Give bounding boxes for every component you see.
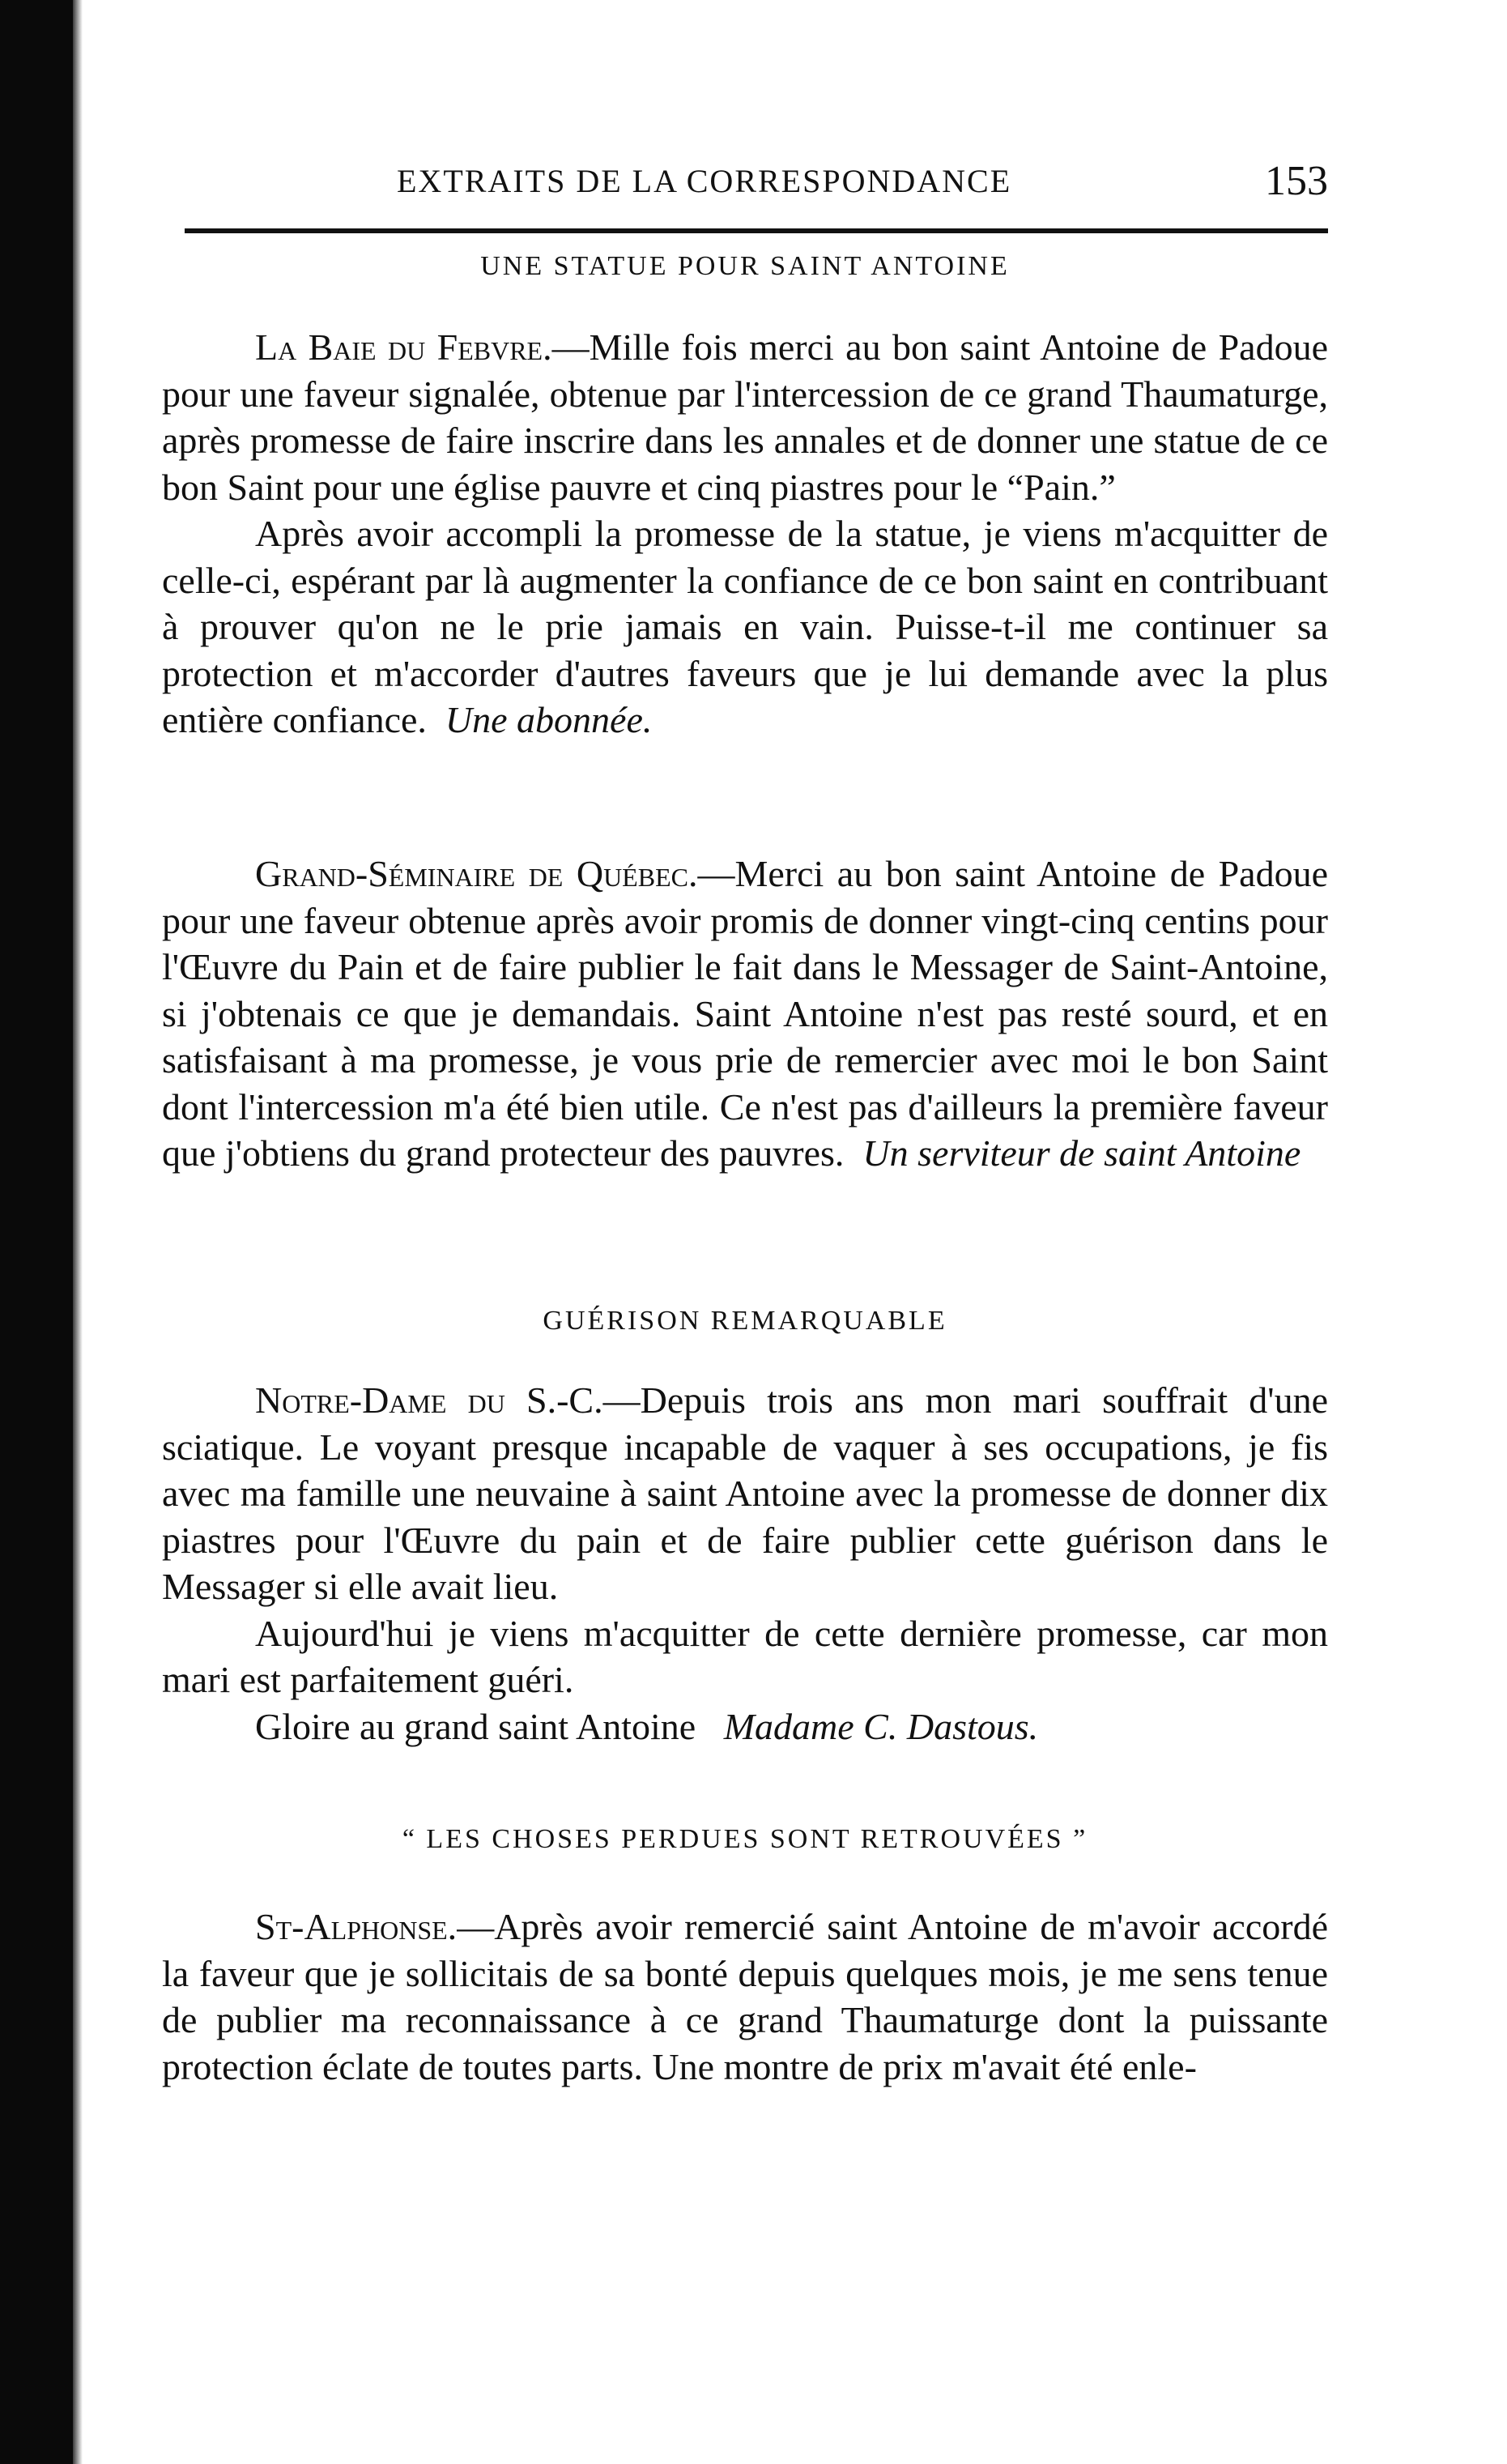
section-body-statue	[162, 324, 1328, 744]
signature: Une abonnée.	[445, 699, 653, 740]
section-body-seminaire	[162, 850, 1328, 1177]
paragraph	[162, 1377, 1328, 1610]
paragraph-text: Après avoir accompli la promesse de la statue, je viens m'acquitter de celle-ci, espérant par là augmenter la confiance de ce bon saint en contribuant à prouver qu'on ne le prie jamais en vain. Puisse-t-il me continuer sa protection et m'accorder d'autres faveurs que je lui demande avec la plus entière confiance.	[162, 513, 1328, 740]
paragraph-lead: Grand-Séminaire de Québec.	[255, 853, 698, 894]
paragraph-text: Aujourd'hui je viens m'acquitter de cette dernière promesse, car mon mari est parfaitement guéri.	[162, 1612, 1328, 1700]
paragraph-lead: St-Alphonse.	[255, 1906, 458, 1947]
book-spine-shadow	[0, 0, 73, 2464]
paragraph	[162, 1903, 1328, 2090]
paragraph	[162, 850, 1328, 1177]
section-title-guerison: GUÉRISON REMARQUABLE	[543, 1306, 947, 1336]
running-head	[162, 158, 1328, 211]
paragraph-text: —Après avoir remercié saint Antoine de m'avoir accordé la faveur que je sollicitais de sa bonté depuis quelques mois, je me sens tenue de publier ma reconnaissance à ce grand Thaumaturge dont la puissante protection éclate de toutes parts. Une montre de prix m'avait été enle-	[162, 1906, 1328, 2087]
spine-edge-gradient	[73, 0, 83, 2464]
paragraph	[162, 324, 1328, 510]
signature: Madame C. Dastous.	[723, 1705, 1039, 1747]
running-title: EXTRAITS DE LA CORRESPONDANCE	[397, 163, 1012, 199]
paragraph-text: —Mille fois merci au bon saint Antoine de Padoue pour une faveur signalée, obtenue par l'intercession de ce grand Thaumaturge, après promesse de faire inscrire dans les annales et de donner une statue de ce bon Saint pour une église pauvre et cinq piastres pour le “Pain.”	[162, 326, 1328, 508]
section-body-st-alphonse	[162, 1903, 1328, 2090]
paragraph-lead: Notre-Dame du S.-C.	[255, 1379, 603, 1421]
header-rule	[185, 228, 1328, 233]
page-number: 153	[1265, 158, 1328, 204]
paragraph-text: —Merci au bon saint Antoine de Padoue pour une faveur obtenue après avoir promis de donner vingt-cinq centins pour l'Œuvre du Pain et de faire publier le fait dans le Messager de Saint-Antoine, si j'obtenais ce que je demandais. Saint Antoine n'est pas resté sourd, et en satisfaisant à ma promesse, je vous prie de remercier avec moi le bon Saint dont l'intercession m'a été bien utile. Ce n'est pas d'ailleurs la première faveur que j'obtiens du grand protecteur des pauvres.	[162, 853, 1329, 1174]
section-title-choses-perdues: “ LES CHOSES PERDUES SONT RETROUVÉES ”	[402, 1824, 1088, 1854]
section-title-statue: UNE STATUE POUR SAINT ANTOINE	[480, 251, 1010, 281]
signature: Un serviteur de saint Antoine	[862, 1132, 1301, 1174]
paragraph-text: Gloire au grand saint Antoine	[255, 1705, 696, 1747]
paragraph	[162, 510, 1328, 744]
section-body-guerison	[162, 1377, 1328, 1750]
paragraph	[162, 1703, 1328, 1750]
paragraph	[162, 1610, 1328, 1703]
paragraph-lead: La Baie du Febvre.	[255, 326, 552, 368]
paragraph-text: —Depuis trois ans mon mari souffrait d'une sciatique. Le voyant presque incapable de vaquer à ses occupations, je fis avec ma famille une neuvaine à saint Antoine avec la promesse de donner dix piastres pour l'Œuvre du pain et de faire publier cette guérison dans le Messager si elle avait lieu.	[162, 1379, 1329, 1607]
